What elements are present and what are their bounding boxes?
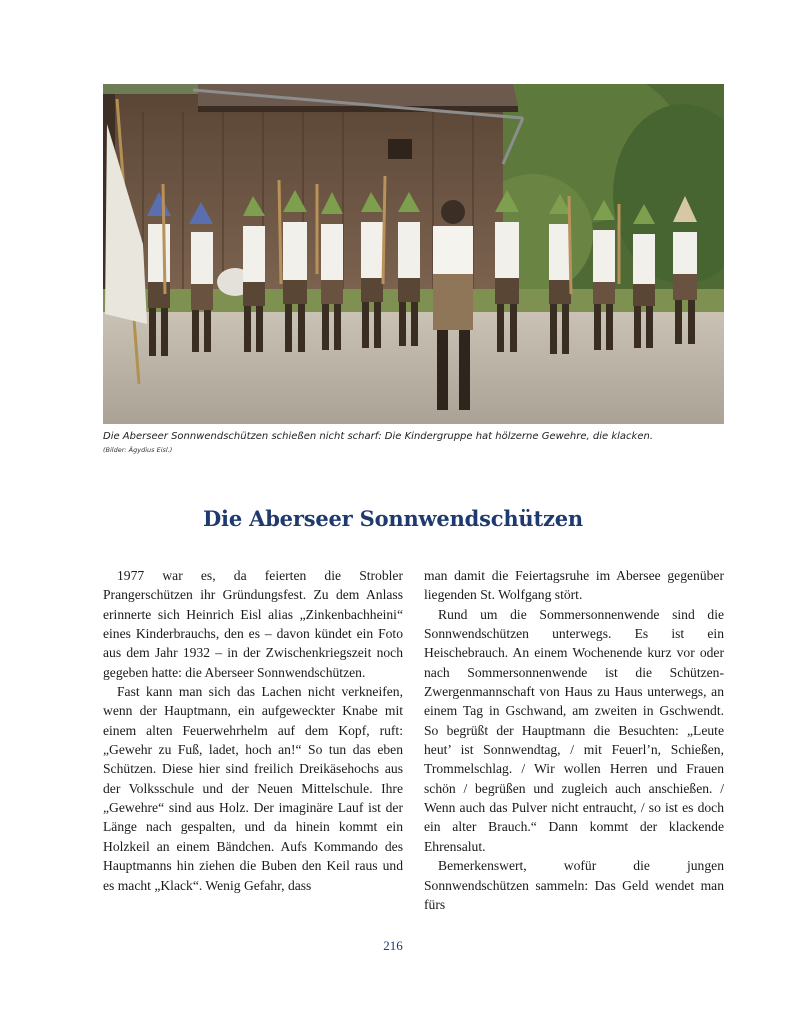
group-photo (103, 84, 724, 424)
paragraph: Bemerkenswert, wofür die jungen Sonnwendschützen sammeln: Das Geld wendet man fürs (424, 858, 724, 912)
paragraph: 1977 war es, da feierten die Strobler Prangerschützen ihr Gründungsfest. Zu dem Anlass erinnerte sich Heinrich Eisl alias „Zinkenbachheini“ eines Kinderbrauchs, den es – davon kündet ein Foto aus dem Jahr 1932 – in der Zwischenkriegszeit noch gegeben hatte: die Aberseer Sonnwendschützen. (103, 568, 403, 680)
paragraph: Fast kann man sich das Lachen nicht verkneifen, wenn der Hauptmann, ein aufgeweckter Knabe mit einem alten Feuerwehrhelm auf dem Kopf, ruft: „Gewehr zu Fuß, ladet, hoch an!“ So tun das eben Schützen. Diese hier sind freilich Dreikäsehochs aus der Volksschule und der Neuen Mittelschule. Ihre „Gewehre“ sind aus Holz. Der imaginäre Lauf ist der Länge nach gespalten, und da hinein kommt ein Holzkeil an einem Bändchen. Aufs Kommando des Hauptmanns hin ziehen die Buben den Keil raus und es macht „Klack“. Wenig Gefahr, dass (103, 684, 403, 893)
paragraph: Rund um die Sommersonnenwende sind die Sonnwendschützen unterwegs. Es ist ein Heischebrauch. An einem Wochenende kurz vor oder nach Sommersonnenwende ist die Schützen-Zwergenmannschaft von Haus zu Haus unterwegs, an einem Tag in Gschwand, am zweiten in Gschwendt. So begrüßt der Hauptmann die Besuchten: „Leute heut’ ist Sonnwendtag, / mit Feuerl’n, Schießen, Trommelschlag. / Wir wollen Herren und Frauen schön / begrüßen und zugleich auch anschießen. / Wenn auch das Pulver nicht entraucht, / so ist es doch ein alter Brauch.“ Dann kommt der klackende Ehrensalut. (424, 606, 724, 854)
photo-credit: (Bilder: Ägydius Eisl.) (103, 446, 173, 454)
photo-illustration-icon (103, 84, 724, 424)
page-number: 216 (383, 938, 403, 953)
paragraph: man damit die Feiertagsruhe im Abersee gegenüber liegenden St. Wolfgang stört. (424, 568, 724, 603)
article-title: Die Aberseer Sonnwendschützen (203, 506, 583, 531)
left-column (103, 566, 403, 895)
photo-caption: Die Aberseer Sonnwendschützen schießen nicht scharf: Die Kindergruppe hat hölzerne Gewehre, die klacken. (103, 431, 653, 442)
right-column (424, 566, 724, 914)
